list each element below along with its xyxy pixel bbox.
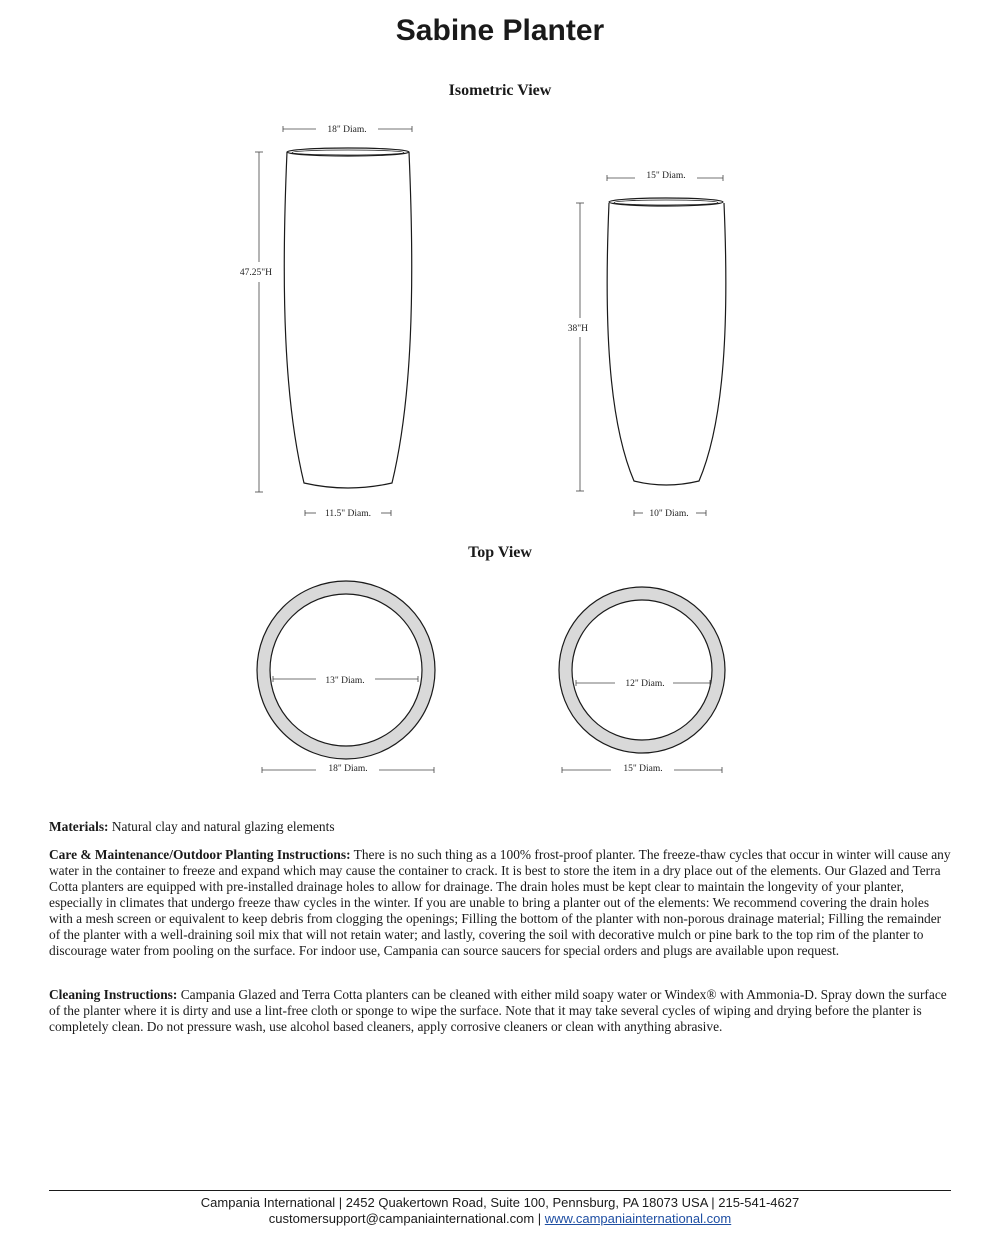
small-planter-body — [607, 203, 726, 485]
small-height-dimension — [568, 203, 588, 491]
footer-address: Campania International | 2452 Quakertown Road, Suite 100, Pennsburg, PA 18073 USA | 215-541-4627 — [200, 1195, 800, 1210]
large-top-dimension — [283, 125, 412, 135]
large-inner-diam-label: 13" Diam. — [325, 676, 365, 686]
large-base-diam-label: 11.5" Diam. — [324, 509, 372, 519]
care-label: Care & Maintenance/Outdoor Planting Instructions: — [49, 847, 351, 862]
large-planter-elevation — [284, 148, 412, 488]
large-planter-body — [284, 152, 412, 488]
small-top-diam-label: 15" Diam. — [646, 171, 686, 181]
footer-contact — [0, 1211, 1000, 1226]
materials-label: Materials: — [49, 819, 109, 834]
footer-email: customersupport@campaniainternational.com — [268, 1211, 535, 1226]
page-title: Sabine Planter — [395, 14, 605, 47]
small-base-dimension — [634, 509, 706, 519]
large-planter-top-view — [257, 581, 435, 774]
materials-paragraph — [49, 819, 953, 835]
large-base-dimension — [305, 509, 391, 519]
isometric-view-heading: Isometric View — [448, 82, 552, 99]
top-view-heading: Top View — [468, 544, 532, 561]
large-height-label: 47.25"H — [239, 268, 272, 278]
small-base-diam-label: 10" Diam. — [649, 509, 689, 519]
large-height-dimension — [240, 152, 272, 492]
large-outer-diam-label: 18" Diam. — [328, 764, 368, 774]
large-top-diam-label: 18" Diam. — [327, 125, 367, 135]
materials-text: Natural clay and natural glazing elements — [108, 819, 335, 834]
small-top-dimension — [607, 171, 723, 181]
footer-website-link[interactable]: www.campaniainternational.com — [544, 1211, 732, 1226]
cleaning-paragraph — [49, 987, 953, 1035]
small-planter-top-view — [559, 587, 725, 774]
footer-divider — [49, 1190, 951, 1191]
care-paragraph — [49, 847, 953, 959]
footer-separator: | — [534, 1211, 545, 1226]
small-outer-diam-label: 15" Diam. — [623, 764, 663, 774]
small-planter-elevation — [607, 198, 726, 485]
cleaning-text: Campania Glazed and Terra Cotta planters can be cleaned with either mild soapy water or Windex® with Ammonia-D. Spray down the surface of the planter where it is dirty and use a lint-free cloth or sponge to wipe the surface. Note that it may take several cycles of wiping and drying before the planter is completely clean. Do not pressure wash, use alcohol based cleaners, apply corrosive cleaners or clean with anything abrasive. — [49, 987, 947, 1034]
small-height-label: 38"H — [567, 324, 588, 334]
care-text: There is no such thing as a 100% frost-proof planter. The freeze-thaw cycles that occur in winter will cause any water in the container to freeze and expand which may cause the container to crack. It is best to store the item in a dry place out of the elements. Our Glazed and Terra Cotta planters are equipped with pre-installed drainage holes to allow for drainage. The drain holes must be kept clear to maintain the longevity of your planter, especially in climates that undergo freeze thaw cycles in the winter. If you are unable to bring a planter out of the elements: We recommend covering the drain holes with a mesh screen or equivalent to keep debris from clogging the openings; Filling the bottom of the planter with non-porous drainage material; Filling the remainder of the planter with a well-draining soil mix that will not retain water; and lastly, covering the soil with decorative mulch or pine bark to the top rim of the planter to discourage water from pooling on the surface. For indoor use, Campania can source saucers for special orders and plugs are available upon request. — [49, 847, 951, 958]
small-inner-diam-label: 12" Diam. — [625, 679, 665, 689]
cleaning-label: Cleaning Instructions: — [49, 987, 178, 1002]
